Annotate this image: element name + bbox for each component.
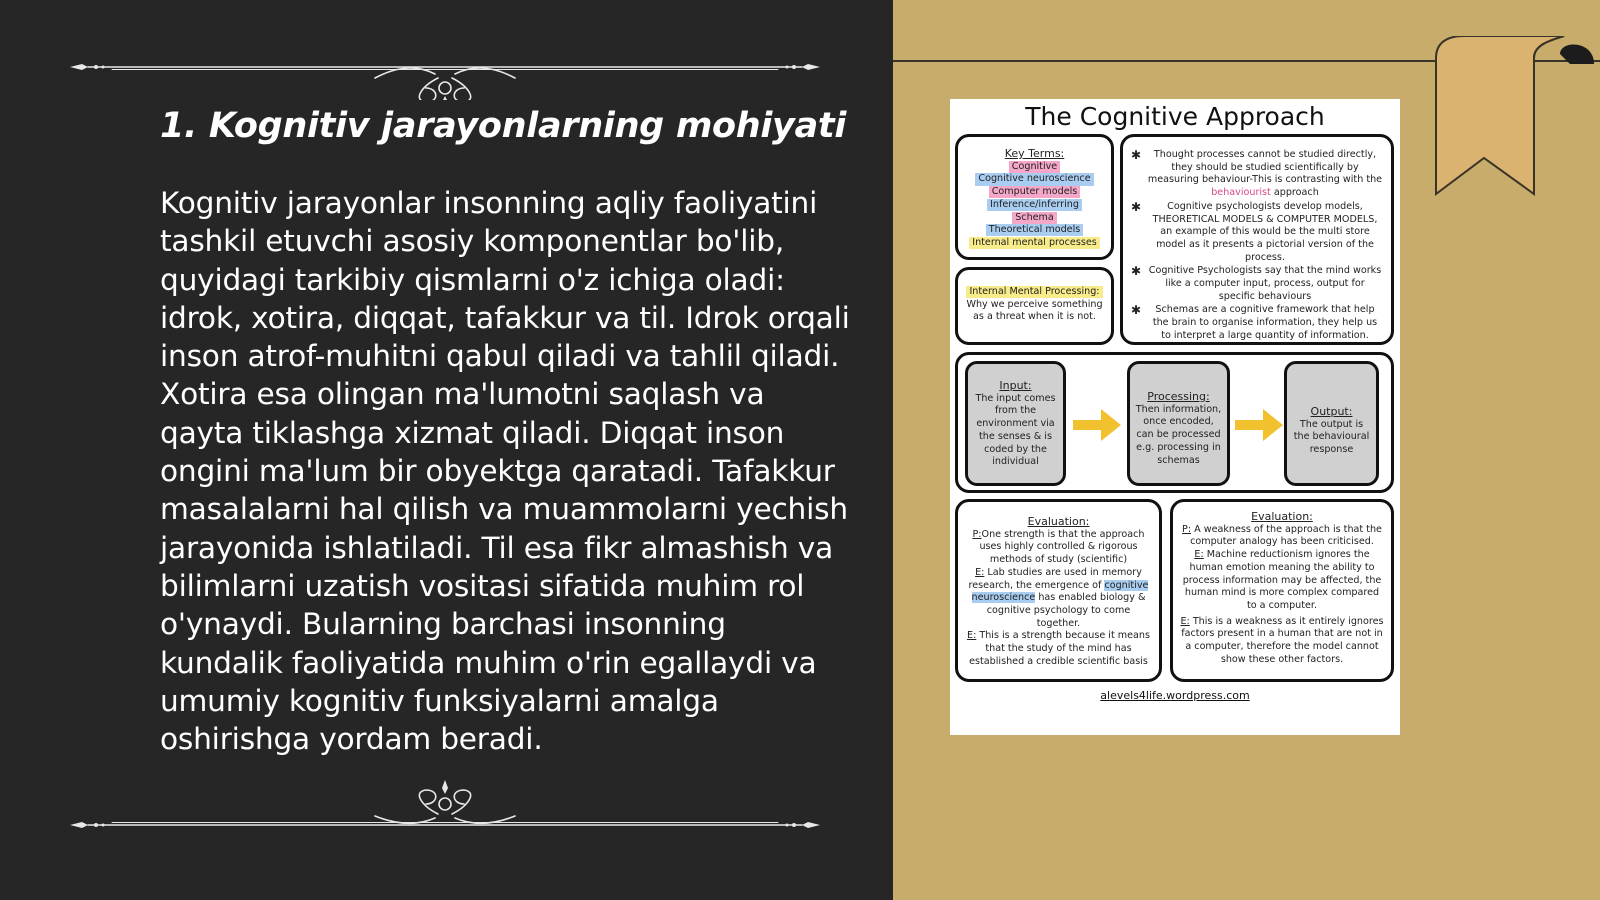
key-term-item: Cognitive [1009,161,1060,173]
evaluation-1-heading: Evaluation: [1027,515,1090,528]
fact-item [1131,304,1383,342]
eval2-e2-text: This is a weakness as it entirely ignores factors present in a human that are not in a computer, therefore the model cannot show these other factors. [1181,615,1384,665]
arrow-right-icon [1069,405,1124,445]
eval1-e-label: E: [975,566,985,578]
infographic-title: The Cognitive Approach [1025,102,1325,131]
fact-text: Thought processes cannot be studied directly, they should be studied scientifically by measuring behaviour-This is contrasting with the [1147,149,1383,186]
eval1-e-before: Lab studies are used in memory research, the emergence of [968,566,1142,591]
key-term-item: Theoretical models [986,224,1084,236]
top-ornament-divider [60,40,830,100]
evaluation-strength-box [955,499,1162,682]
eval1-e-after: has enabled biology & cognitive psychology to come together. [986,592,1146,629]
internal-mental-processing-box [955,267,1114,345]
fact-item [1131,149,1383,200]
imp-text: Why we perceive something as a threat when it is not. [966,298,1103,323]
input-processing-output-flow [955,352,1394,493]
key-term-item: Schema [1012,212,1057,224]
output-stage-text: The output is the behavioural response [1293,418,1370,456]
eval2-p-text: A weakness of the approach is that the computer analogy has been criticised. [1190,523,1382,548]
asterisk-bullet-icon: ✱ [1131,303,1142,318]
evaluation-2-heading: Evaluation: [1251,510,1313,523]
slide-title: 1. Kognitiv jarayonlarning mohiyati [160,106,847,146]
asterisk-bullet-icon: ✱ [1131,148,1142,162]
key-terms-heading: Key Terms: [1004,147,1065,160]
bottom-ornament-divider [60,770,830,830]
facts-box [1120,134,1394,345]
output-stage [1284,361,1379,486]
fact-text-end: approach [1270,187,1319,199]
processing-stage-text: Then information, once encoded, can be processed e.g. processing in schemas [1135,403,1222,466]
key-terms-list [958,161,1111,250]
processing-stage-title: Processing: [1147,390,1210,403]
processing-stage [1127,361,1230,486]
eval1-p-label: P: [972,528,982,540]
key-term-item: Inference/inferring [987,199,1082,211]
asterisk-bullet-icon: ✱ [1131,199,1142,214]
eval1-p-text: One strength is that the approach uses highly controlled & rigorous methods of study (scientific) [979,528,1145,566]
fact-text: Cognitive psychologists develop models, THEORETICAL MODELS & COMPUTER MODELS, an example of this would be the multi store model as it presents a pictorial version of the process. [1152,200,1378,263]
imp-heading: Internal Mental Processing: [966,286,1102,298]
input-stage-title: Input: [999,379,1032,392]
fact-highlight: behaviourist [1211,187,1271,199]
cognitive-approach-infographic [950,99,1400,735]
eval1-e-highlight: cognitive neuroscience [971,579,1149,604]
output-stage-title: Output: [1310,405,1353,418]
key-term-item: Computer models [989,186,1081,198]
eval2-e-label: E: [1194,549,1204,561]
fact-item [1131,265,1383,303]
evaluation-weakness-box [1170,499,1394,682]
arrow-right-icon [1231,405,1286,445]
fact-text: Cognitive Psychologists say that the mind works like a computer input, process, output for specific behaviours [1148,265,1382,302]
fact-item [1131,201,1383,265]
key-term-item: Internal mental processes [969,237,1099,249]
eval1-e2-text: This is a strength because it means that the study of the mind has established a credible scientific basis [969,630,1150,667]
key-term-item: Cognitive neuroscience [975,173,1093,185]
fact-text: Schemas are a cognitive framework that help the brain to organise information, they help us to interpret a large quantity of information. [1152,304,1378,341]
asterisk-bullet-icon: ✱ [1131,264,1142,279]
input-stage [965,361,1066,486]
eval2-p-label: P: [1182,523,1192,535]
eval1-e2-label: E: [967,630,977,642]
eval2-e-text: Machine reductionism ignores the human emotion meaning the ability to process information may be affected, the human mind is more complex compared to a computer. [1182,549,1382,611]
eval2-e2-label: E: [1180,615,1190,627]
infographic-source-link: alevels4life.wordpress.com [1100,689,1250,702]
key-terms-box [955,134,1114,260]
slide-body-text: Kognitiv jarayonlar insonning aqliy faoliyatini tashkil etuvchi asosiy komponentlar bo'lib, quyidagi tarkibiy qismlarni o'z ichiga oladi: idrok, xotira, diqqat, tafakkur va til. Idrok orqali inson atrof-muhitni qabul qiladi va tahlil qiladi. Xotira esa olingan ma'lumotni saqlash va qayta tiklashga xizmat qiladi. Diqqat inson ongini ma'lum bir obyektga qaratadi. Tafakkur masalalarni hal qilish va muammolarni yechish jarayonida ishlatiladi. Til esa fikr almashish va bilimlarni uzatish vositasi sifatida muhim rol o'ynaydi. Bularning barchasi insonning kundalik faoliyatida muhim o'rin egallaydi va umumiy kognitiv funksiyalarni amalga oshirishga yordam beradi. [160,186,850,757]
input-stage-text: The input comes from the environment via the senses & is coded by the individual [975,392,1056,468]
bookmark-ribbon-icon [1434,36,1594,202]
